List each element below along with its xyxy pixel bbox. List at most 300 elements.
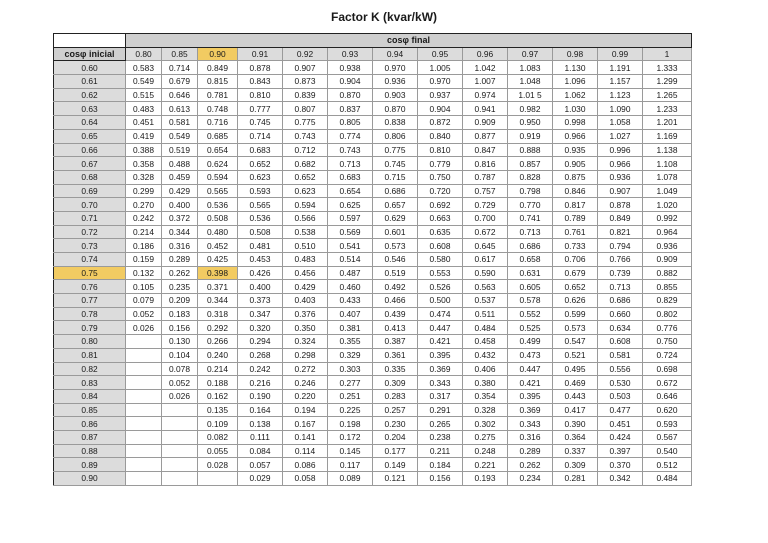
table-cell: 0.974 (463, 88, 508, 102)
table-cell: 0.298 (283, 348, 328, 362)
table-cell: 0.395 (508, 389, 553, 403)
table-cell: 0.156 (162, 321, 198, 335)
table-cell: 0.500 (418, 294, 463, 308)
table-cell: 0.432 (463, 348, 508, 362)
table-cell (126, 348, 162, 362)
table-cell: 0.686 (598, 294, 643, 308)
table-cell: 0.573 (373, 239, 418, 253)
table-row (54, 143, 692, 157)
row-label-0.81: 0.81 (54, 348, 126, 362)
table-cell: 0.741 (508, 211, 553, 225)
col-header-0.98: 0.98 (553, 47, 598, 61)
table-cell: 0.028 (198, 458, 238, 472)
table-cell: 0.519 (373, 266, 418, 280)
col-header-0.93: 0.93 (328, 47, 373, 61)
column-header-row (54, 47, 692, 61)
table-cell: 0.372 (162, 211, 198, 225)
table-cell (126, 389, 162, 403)
table-cell: 0.779 (418, 157, 463, 171)
table-cell: 0.510 (283, 239, 328, 253)
table-row (54, 266, 692, 280)
table-cell: 0.453 (238, 253, 283, 267)
table-cell: 0.739 (598, 266, 643, 280)
table-cell: 0.525 (508, 321, 553, 335)
table-cell: 0.870 (328, 88, 373, 102)
table-cell: 0.713 (508, 225, 553, 239)
row-label-0.78: 0.78 (54, 307, 126, 321)
table-cell: 0.447 (418, 321, 463, 335)
table-row (54, 102, 692, 116)
table-cell: 0.135 (198, 403, 238, 417)
table-cell: 0.328 (126, 170, 162, 184)
table-cell: 0.335 (373, 362, 418, 376)
table-cell (162, 444, 198, 458)
table-cell: 0.583 (126, 61, 162, 75)
table-cell: 1.083 (508, 61, 553, 75)
table-cell: 0.692 (418, 198, 463, 212)
table-cell: 0.623 (283, 184, 328, 198)
table-cell: 0.198 (328, 417, 373, 431)
table-cell: 0.593 (643, 417, 692, 431)
table-cell: 0.720 (418, 184, 463, 198)
table-cell: 0.601 (373, 225, 418, 239)
table-cell: 1.157 (598, 75, 643, 89)
table-cell (162, 430, 198, 444)
table-cell: 0.567 (643, 430, 692, 444)
table-cell: 0.540 (643, 444, 692, 458)
row-label-0.87: 0.87 (54, 430, 126, 444)
table-cell: 0.828 (508, 170, 553, 184)
row-label-0.85: 0.85 (54, 403, 126, 417)
table-cell: 0.629 (373, 211, 418, 225)
table-cell: 0.342 (598, 472, 643, 486)
table-cell: 0.316 (162, 239, 198, 253)
table-cell: 0.870 (373, 102, 418, 116)
table-cell: 0.156 (418, 472, 463, 486)
table-cell: 0.512 (643, 458, 692, 472)
table-cell: 0.511 (463, 307, 508, 321)
table-cell: 0.617 (463, 253, 508, 267)
table-row (54, 184, 692, 198)
table-cell: 0.225 (328, 403, 373, 417)
table-cell: 0.613 (162, 102, 198, 116)
table-row (54, 321, 692, 335)
table-cell (126, 458, 162, 472)
table-cell: 0.514 (328, 253, 373, 267)
table-cell: 0.508 (238, 225, 283, 239)
table-cell: 0.275 (463, 430, 508, 444)
table-row (54, 88, 692, 102)
factor-k-table (53, 33, 692, 486)
table-cell: 1.123 (598, 88, 643, 102)
table-cell (126, 417, 162, 431)
table-cell: 0.770 (508, 198, 553, 212)
table-cell: 0.581 (162, 116, 198, 130)
table-cell: 0.549 (126, 75, 162, 89)
table-cell: 0.266 (198, 335, 238, 349)
table-cell: 0.447 (508, 362, 553, 376)
table-cell: 0.679 (162, 75, 198, 89)
table-cell: 0.552 (508, 307, 553, 321)
table-cell: 0.138 (238, 417, 283, 431)
table-cell: 0.873 (283, 75, 328, 89)
table-cell: 0.055 (198, 444, 238, 458)
table-row (54, 157, 692, 171)
table-cell: 0.277 (328, 376, 373, 390)
col-header-0.85: 0.85 (162, 47, 198, 61)
table-cell: 0.397 (598, 444, 643, 458)
table-cell: 0.364 (553, 430, 598, 444)
table-cell: 0.787 (463, 170, 508, 184)
table-cell: 0.815 (198, 75, 238, 89)
table-cell: 0.235 (162, 280, 198, 294)
table-cell: 0.481 (238, 239, 283, 253)
row-label-0.77: 0.77 (54, 294, 126, 308)
table-cell: 0.316 (508, 430, 553, 444)
table-cell: 0.794 (598, 239, 643, 253)
table-cell: 0.413 (373, 321, 418, 335)
table-cell: 0.429 (162, 184, 198, 198)
table-cell: 0.388 (126, 143, 162, 157)
table-cell: 0.343 (508, 417, 553, 431)
table-row (54, 61, 692, 75)
table-cell: 0.936 (643, 239, 692, 253)
table-cell: 0.424 (598, 430, 643, 444)
table-cell: 0.938 (328, 61, 373, 75)
table-cell: 0.748 (198, 102, 238, 116)
table-cell: 0.209 (162, 294, 198, 308)
table-cell: 0.672 (463, 225, 508, 239)
table-cell: 0.573 (553, 321, 598, 335)
table-cell: 0.248 (463, 444, 508, 458)
table-cell: 1.191 (598, 61, 643, 75)
table-cell: 0.483 (283, 253, 328, 267)
table-cell: 0.569 (328, 225, 373, 239)
table-title: Factor K (kvar/kW) (330, 10, 438, 24)
table-cell: 0.843 (238, 75, 283, 89)
table-cell: 1.169 (643, 129, 692, 143)
table-cell: 0.817 (553, 198, 598, 212)
col-header-0.94: 0.94 (373, 47, 418, 61)
table-cell: 0.530 (598, 376, 643, 390)
table-cell (162, 472, 198, 486)
table-cell: 0.343 (418, 376, 463, 390)
final-header-row (54, 34, 692, 48)
table-cell: 0.937 (418, 88, 463, 102)
table-cell: 0.590 (463, 266, 508, 280)
table-cell: 0.084 (238, 444, 283, 458)
table-cell: 0.777 (238, 102, 283, 116)
table-cell: 0.117 (328, 458, 373, 472)
table-cell: 0.846 (553, 184, 598, 198)
table-cell: 0.594 (198, 170, 238, 184)
table-cell: 0.537 (463, 294, 508, 308)
table-cell: 0.079 (126, 294, 162, 308)
table-cell: 0.599 (553, 307, 598, 321)
table-cell: 1.027 (598, 129, 643, 143)
table-cell: 0.105 (126, 280, 162, 294)
table-cell: 0.132 (126, 266, 162, 280)
table-cell (162, 458, 198, 472)
table-cell (126, 472, 162, 486)
table-cell: 0.766 (598, 253, 643, 267)
table-cell: 0.941 (463, 102, 508, 116)
table-cell: 0.839 (283, 88, 328, 102)
table-cell: 0.257 (373, 403, 418, 417)
table-cell: 0.936 (373, 75, 418, 89)
table-cell: 0.878 (238, 61, 283, 75)
table-cell: 0.303 (328, 362, 373, 376)
row-label-0.76: 0.76 (54, 280, 126, 294)
table-cell: 0.251 (328, 389, 373, 403)
corner-blank (54, 34, 126, 48)
table-cell: 1.042 (463, 61, 508, 75)
table-cell: 0.186 (126, 239, 162, 253)
table-cell: 0.849 (198, 61, 238, 75)
table-cell: 1.020 (643, 198, 692, 212)
table-row (54, 225, 692, 239)
row-label-0.72: 0.72 (54, 225, 126, 239)
table-cell: 0.289 (508, 444, 553, 458)
table-cell: 0.029 (238, 472, 283, 486)
table-cell: 0.398 (198, 266, 238, 280)
table-cell: 0.724 (643, 348, 692, 362)
table-cell: 1.048 (508, 75, 553, 89)
table-cell: 0.713 (598, 280, 643, 294)
table-cell: 0.456 (283, 266, 328, 280)
table-cell: 0.536 (198, 198, 238, 212)
table-cell: 0.324 (283, 335, 328, 349)
table-cell: 0.439 (373, 307, 418, 321)
table-cell: 1.005 (418, 61, 463, 75)
table-cell: 0.750 (643, 335, 692, 349)
table-cell: 0.429 (283, 280, 328, 294)
table-cell: 0.996 (598, 143, 643, 157)
row-label-0.82: 0.82 (54, 362, 126, 376)
table-cell: 0.713 (328, 157, 373, 171)
table-cell: 0.234 (508, 472, 553, 486)
table-cell: 0.104 (162, 348, 198, 362)
table-cell: 0.469 (553, 376, 598, 390)
table-cell (162, 417, 198, 431)
table-cell: 0.872 (418, 116, 463, 130)
table-cell: 1.201 (643, 116, 692, 130)
col-header-0.96: 0.96 (463, 47, 508, 61)
table-cell: 0.381 (328, 321, 373, 335)
table-cell: 0.361 (373, 348, 418, 362)
table-cell (126, 362, 162, 376)
row-label-0.84: 0.84 (54, 389, 126, 403)
table-cell: 0.679 (553, 266, 598, 280)
table-row (54, 198, 692, 212)
table-cell: 0.086 (283, 458, 328, 472)
table-cell (126, 403, 162, 417)
table-cell: 0.907 (598, 184, 643, 198)
row-label-0.63: 0.63 (54, 102, 126, 116)
table-cell: 0.406 (463, 362, 508, 376)
table-cell: 0.114 (283, 444, 328, 458)
table-cell: 0.052 (126, 307, 162, 321)
table-cell: 0.712 (283, 143, 328, 157)
table-row (54, 170, 692, 184)
table-cell: 0.214 (198, 362, 238, 376)
table-cell: 0.421 (508, 376, 553, 390)
col-header-0.97: 0.97 (508, 47, 553, 61)
table-cell: 0.078 (162, 362, 198, 376)
table-cell: 1.058 (598, 116, 643, 130)
table-cell: 0.654 (328, 184, 373, 198)
table-cell: 0.425 (198, 253, 238, 267)
row-label-0.75: 0.75 (54, 266, 126, 280)
table-cell: 0.566 (283, 211, 328, 225)
table-cell: 0.660 (598, 307, 643, 321)
row-label-0.60: 0.60 (54, 61, 126, 75)
table-cell: 0.292 (198, 321, 238, 335)
col-header-0.90: 0.90 (198, 47, 238, 61)
table-cell: 0.553 (418, 266, 463, 280)
table-cell: 0.882 (643, 266, 692, 280)
row-label-0.62: 0.62 (54, 88, 126, 102)
table-cell (126, 430, 162, 444)
table-cell: 0.683 (238, 143, 283, 157)
table-cell: 0.272 (283, 362, 328, 376)
table-cell: 0.682 (283, 157, 328, 171)
table-cell: 0.807 (283, 102, 328, 116)
table-cell: 0.810 (418, 143, 463, 157)
table-cell: 1.233 (643, 102, 692, 116)
table-cell: 0.652 (238, 157, 283, 171)
table-cell: 0.347 (238, 307, 283, 321)
table-cell: 0.743 (283, 129, 328, 143)
table-cell: 0.370 (598, 458, 643, 472)
table-cell: 0.344 (162, 225, 198, 239)
row-label-0.86: 0.86 (54, 417, 126, 431)
table-cell: 0.242 (126, 211, 162, 225)
table-cell: 0.317 (418, 389, 463, 403)
table-cell: 0.459 (162, 170, 198, 184)
table-cell: 0.082 (198, 430, 238, 444)
table-cell: 0.329 (328, 348, 373, 362)
table-cell: 0.299 (126, 184, 162, 198)
table-cell: 0.268 (238, 348, 283, 362)
table-cell: 1.030 (553, 102, 598, 116)
table-cell: 0.998 (553, 116, 598, 130)
table-cell: 0.838 (373, 116, 418, 130)
table-cell: 0.536 (238, 211, 283, 225)
table-cell: 0.407 (328, 307, 373, 321)
table-cell: 0.821 (598, 225, 643, 239)
table-cell: 0.624 (198, 157, 238, 171)
table-cell: 0.761 (553, 225, 598, 239)
row-label-0.74: 0.74 (54, 253, 126, 267)
table-cell: 0.847 (463, 143, 508, 157)
table-cell: 0.058 (283, 472, 328, 486)
table-cell: 0.458 (463, 335, 508, 349)
row-label-0.70: 0.70 (54, 198, 126, 212)
table-cell: 0.164 (238, 403, 283, 417)
row-label-0.80: 0.80 (54, 335, 126, 349)
table-cell: 0.294 (238, 335, 283, 349)
table-cell: 0.515 (126, 88, 162, 102)
table-cell: 0.597 (328, 211, 373, 225)
table-cell: 0.318 (198, 307, 238, 321)
row-label-0.90: 0.90 (54, 472, 126, 486)
table-cell: 0.211 (418, 444, 463, 458)
table-cell: 0.950 (508, 116, 553, 130)
table-cell: 0.400 (162, 198, 198, 212)
table-cell: 0.774 (328, 129, 373, 143)
row-label-0.73: 0.73 (54, 239, 126, 253)
table-row (54, 444, 692, 458)
table-cell: 1.265 (643, 88, 692, 102)
table-cell: 0.658 (508, 253, 553, 267)
table-cell: 0.265 (418, 417, 463, 431)
cos-initial-header: cosφ inicial (54, 47, 126, 61)
table-cell: 0.519 (162, 143, 198, 157)
table-row (54, 294, 692, 308)
table-cell: 0.483 (126, 102, 162, 116)
table-cell: 0.743 (328, 143, 373, 157)
table-row (54, 362, 692, 376)
table-cell: 0.242 (238, 362, 283, 376)
table-cell: 0.789 (553, 211, 598, 225)
table-cell: 0.526 (418, 280, 463, 294)
table-cell: 0.373 (238, 294, 283, 308)
table-cell: 0.634 (598, 321, 643, 335)
row-label-0.89: 0.89 (54, 458, 126, 472)
table-row (54, 403, 692, 417)
table-cell: 0.111 (238, 430, 283, 444)
table-cell: 0.563 (463, 280, 508, 294)
table-cell: 1.01 5 (508, 88, 553, 102)
table-cell: 0.466 (373, 294, 418, 308)
table-row (54, 116, 692, 130)
table-cell: 0.221 (463, 458, 508, 472)
col-header-0.80: 0.80 (126, 47, 162, 61)
table-cell: 0.802 (643, 307, 692, 321)
table-cell: 1.138 (643, 143, 692, 157)
table-cell: 0.492 (373, 280, 418, 294)
table-cell: 0.433 (328, 294, 373, 308)
table-cell: 0.354 (463, 389, 508, 403)
table-cell: 0.183 (162, 307, 198, 321)
table-cell: 0.057 (238, 458, 283, 472)
table-cell: 0.109 (198, 417, 238, 431)
table-cell: 0.350 (283, 321, 328, 335)
table-cell: 0.855 (643, 280, 692, 294)
col-header-0.91: 0.91 (238, 47, 283, 61)
table-cell: 0.966 (598, 157, 643, 171)
table-cell: 1.090 (598, 102, 643, 116)
table-cell: 0.875 (553, 170, 598, 184)
table-cell: 0.283 (373, 389, 418, 403)
table-cell: 0.477 (598, 403, 643, 417)
table-cell: 0.837 (328, 102, 373, 116)
table-cell: 0.919 (508, 129, 553, 143)
table-cell: 0.657 (373, 198, 418, 212)
table-cell: 0.646 (643, 389, 692, 403)
table-cell (126, 335, 162, 349)
table-cell: 0.508 (198, 211, 238, 225)
table-cell: 0.635 (418, 225, 463, 239)
table-cell: 1.130 (553, 61, 598, 75)
table-cell: 0.686 (373, 184, 418, 198)
table-cell: 0.220 (283, 389, 328, 403)
table-cell: 0.369 (508, 403, 553, 417)
table-cell: 0.745 (373, 157, 418, 171)
table-cell: 0.698 (643, 362, 692, 376)
table-cell: 0.328 (463, 403, 508, 417)
